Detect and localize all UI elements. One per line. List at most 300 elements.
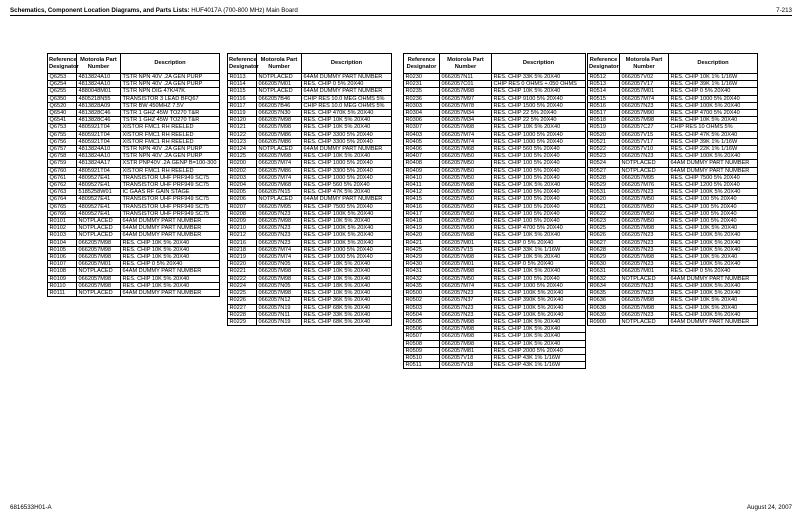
part-number-cell: 0662057N23: [620, 246, 669, 253]
description-cell: RES. CHIP 560 5% 20X40: [302, 182, 392, 189]
table-row: [228, 246, 392, 253]
description-cell: RES. CHIP 0 5% 20X40: [492, 239, 586, 246]
part-number-cell: 0662057M50: [620, 210, 669, 217]
part-number-cell: 0662057M98: [77, 254, 121, 261]
ref-cell: R0220: [228, 261, 257, 268]
description-cell: RES. CHIP 10K 5% 20X40: [302, 268, 392, 275]
table-row: [588, 138, 758, 145]
description-cell: RES. CHIP 100K 5% 20X40: [669, 239, 758, 246]
ref-cell: R0430: [404, 261, 440, 268]
table-row: [48, 210, 220, 217]
ref-cell: R0405: [404, 138, 440, 145]
ref-cell: R0432: [404, 275, 440, 282]
table-row: [588, 189, 758, 196]
table-row: [48, 74, 220, 81]
ref-cell: R0531: [588, 189, 620, 196]
part-number-cell: 0662057M76: [620, 182, 669, 189]
ref-cell: R0109: [48, 275, 77, 282]
column-header-part-number: Motorola Part Number: [77, 54, 121, 74]
ref-cell: Q6254: [48, 81, 77, 88]
ref-cell: R0306: [404, 117, 440, 124]
part-number-cell: 4805921T04: [77, 124, 121, 131]
table-row: [404, 174, 586, 181]
part-number-cell: 0662057V10: [620, 146, 669, 153]
ref-cell: R0412: [404, 189, 440, 196]
ref-cell: R0111: [48, 290, 77, 297]
description-cell: RES. CHIP 3300 5% 20X40: [302, 131, 392, 138]
part-number-cell: 0662057M50: [620, 203, 669, 210]
part-number-cell: 0662057M01: [77, 261, 121, 268]
description-cell: RES. CHIP 10K 5% 20X40: [492, 182, 586, 189]
table-row: [48, 146, 220, 153]
description-cell: RES. CHIP 1000 5% 20X40: [669, 95, 758, 102]
table-row: [48, 167, 220, 174]
description-cell: RES. CHIP 1500 5% 20X40: [492, 102, 586, 109]
table-row: [228, 318, 392, 325]
ref-cell: R0528: [588, 174, 620, 181]
table-row: [404, 102, 586, 109]
ref-cell: R0626: [588, 232, 620, 239]
ref-cell: R0205: [228, 189, 257, 196]
table-row: [228, 153, 392, 160]
description-cell: RES. CHIP 10K 5% 20X40: [492, 333, 586, 340]
part-number-cell: 0662057N23: [257, 210, 302, 217]
table-row: [228, 160, 392, 167]
part-number-cell: 4805921T04: [77, 167, 121, 174]
table-row: [404, 138, 586, 145]
ref-cell: R0235: [404, 88, 440, 95]
ref-cell: R0102: [48, 225, 77, 232]
description-cell: RES. CHIP 470K 5% 20X40: [302, 110, 392, 117]
ref-cell: R0409: [404, 167, 440, 174]
column-header-reference: Reference Designator: [404, 54, 440, 74]
description-cell: 64AM DUMMY PART NUMBER: [669, 160, 758, 167]
ref-cell: R0625: [588, 225, 620, 232]
table-row: [404, 131, 586, 138]
ref-cell: R0124: [228, 146, 257, 153]
table-row: [588, 81, 758, 88]
description-cell: 64AM DUMMY PART NUMBER: [121, 290, 220, 297]
table-row: [228, 182, 392, 189]
description-cell: RES. CHIP 10K 5% 20X40: [302, 290, 392, 297]
ref-cell: R0101: [48, 218, 77, 225]
part-number-cell: 0662057M50: [440, 174, 492, 181]
part-number-cell: 0662057M98: [440, 326, 492, 333]
description-cell: 64AM DUMMY PART NUMBER: [121, 225, 220, 232]
table-row: [228, 102, 392, 109]
description-cell: RES. CHIP 10K 5% 20X40: [492, 124, 586, 131]
part-number-cell: 0662057V18: [440, 354, 492, 361]
description-cell: TSTR NPN 40V .2A GEN PURP: [121, 153, 220, 160]
description-cell: 64AM DUMMY PART NUMBER: [302, 196, 392, 203]
description-cell: RES. CHIP 100 5% 20X40: [492, 218, 586, 225]
table-row: [404, 261, 586, 268]
table-row: [588, 146, 758, 153]
ref-cell: Q6350: [48, 95, 77, 102]
ref-cell: R0221: [228, 268, 257, 275]
ref-cell: R0303: [404, 102, 440, 109]
part-number-cell: 0662057M74: [257, 246, 302, 253]
table-row: [404, 110, 586, 117]
ref-cell: Q6763: [48, 189, 77, 196]
part-number-cell: 0662057M98: [620, 304, 669, 311]
part-number-cell: 0662057V17: [620, 81, 669, 88]
table-row: [404, 239, 586, 246]
table-row: [404, 167, 586, 174]
table-row: [48, 218, 220, 225]
part-number-cell: 0662057N11: [440, 74, 492, 81]
part-number-cell: 4813824A10: [77, 74, 121, 81]
ref-cell: Q6540: [48, 110, 77, 117]
part-number-cell: 0662057M50: [620, 218, 669, 225]
part-number-cell: 0662057M50: [440, 153, 492, 160]
ref-cell: Q6761: [48, 174, 77, 181]
description-cell: RES. CHIP 100K 5% 20X40: [492, 290, 586, 297]
ref-cell: R0218: [228, 246, 257, 253]
table-row: [588, 74, 758, 81]
ref-cell: R0226: [228, 297, 257, 304]
column-header-description: Description: [669, 54, 758, 74]
part-number-cell: 0662057N23: [440, 290, 492, 297]
part-number-cell: 0662057M98: [440, 232, 492, 239]
table-row: [48, 88, 220, 95]
table-row: [588, 95, 758, 102]
table-row: [588, 203, 758, 210]
table-row: [228, 297, 392, 304]
part-number-cell: 0662057C27: [620, 124, 669, 131]
ref-cell: R0219: [228, 254, 257, 261]
table-row: [48, 254, 220, 261]
ref-cell: Q6766: [48, 210, 77, 217]
table-row: [48, 239, 220, 246]
part-number-cell: 0662057N23: [620, 102, 669, 109]
table-row: [588, 261, 758, 268]
description-cell: RES. CHIP 47K 5% 20X40: [669, 131, 758, 138]
part-number-cell: 0662057M01: [440, 239, 492, 246]
description-cell: RES. CHIP 10K 5% 20X40: [302, 218, 392, 225]
description-cell: RES. CHIP 33K 1% 1/16W: [492, 246, 586, 253]
description-cell: RES. CHIP 0 5% 20X40: [121, 261, 220, 268]
part-number-cell: 0662057B46: [257, 95, 302, 102]
description-cell: RES. CHIP 100 5% 20X40: [492, 189, 586, 196]
ref-cell: R0510: [404, 354, 440, 361]
part-number-cell: NOTPLACED: [620, 318, 669, 325]
ref-cell: R0225: [228, 290, 257, 297]
ref-cell: R0125: [228, 153, 257, 160]
part-number-cell: 0662057N23: [620, 282, 669, 289]
description-cell: RES. CHIP 39K 1% 1/16W: [669, 138, 758, 145]
part-number-cell: 0662057M98: [440, 268, 492, 275]
ref-cell: R0411: [404, 182, 440, 189]
table-row: [228, 254, 392, 261]
part-number-cell: 0662057M74: [257, 174, 302, 181]
ref-cell: R0521: [588, 138, 620, 145]
ref-cell: R0122: [228, 131, 257, 138]
part-number-cell: 0662057M90: [440, 225, 492, 232]
ref-cell: R0500: [404, 290, 440, 297]
table-row: [48, 282, 220, 289]
description-cell: RES. CHIP 33K 5% 20X40: [302, 311, 392, 318]
table-row: [228, 290, 392, 297]
part-number-cell: 0662057V17: [620, 138, 669, 145]
table-row: [404, 182, 586, 189]
table-row: [48, 203, 220, 210]
ref-cell: R0529: [588, 182, 620, 189]
table-row: [404, 196, 586, 203]
description-cell: RES. CHIP 68K 5% 20X40: [302, 304, 392, 311]
description-cell: RES. CHIP 100K 5% 20X40: [669, 246, 758, 253]
ref-cell: R0236: [404, 95, 440, 102]
part-number-cell: 0662057M68: [440, 146, 492, 153]
table-row: [404, 254, 586, 261]
part-number-cell: 4809527E41: [77, 203, 121, 210]
ref-cell: Q6760: [48, 167, 77, 174]
table-row: [228, 225, 392, 232]
table-row: [404, 340, 586, 347]
part-number-cell: 0662057M50: [440, 275, 492, 282]
description-cell: RES. CHIP 100K 5% 20X40: [492, 304, 586, 311]
table-row: [228, 81, 392, 88]
ref-cell: R0108: [48, 268, 77, 275]
table-row: [404, 232, 586, 239]
ref-cell: R0522: [588, 146, 620, 153]
table-row: [404, 268, 586, 275]
part-number-cell: 0662057M01: [620, 268, 669, 275]
table-row: [48, 160, 220, 167]
table-row: [588, 268, 758, 275]
part-number-cell: 0662057M78: [440, 102, 492, 109]
table-row: [228, 117, 392, 124]
table-row: [228, 189, 392, 196]
part-number-cell: 0662057M98: [257, 218, 302, 225]
part-number-cell: 0662057M98: [440, 124, 492, 131]
table-row: [48, 189, 220, 196]
table-row: [588, 102, 758, 109]
part-number-cell: NOTPLACED: [257, 196, 302, 203]
ref-cell: Q6253: [48, 74, 77, 81]
table-row: [48, 81, 220, 88]
description-cell: CHIP RES 10 OHMS 5%: [669, 124, 758, 131]
description-cell: RES. CHIP 1200 5% 20X40: [669, 182, 758, 189]
part-number-cell: 5185258W01: [77, 189, 121, 196]
table-row: [48, 261, 220, 268]
table-row: [48, 232, 220, 239]
ref-cell: R0511: [404, 362, 440, 369]
ref-cell: R0407: [404, 153, 440, 160]
part-number-cell: 0662057N23: [440, 304, 492, 311]
ref-cell: R0121: [228, 124, 257, 131]
part-number-cell: 4805218N55: [77, 95, 121, 102]
table-row: [48, 268, 220, 275]
ref-cell: R0110: [48, 282, 77, 289]
ref-cell: R0636: [588, 297, 620, 304]
part-number-cell: 0662057M50: [440, 196, 492, 203]
ref-cell: R0307: [404, 124, 440, 131]
part-number-cell: 0662057N37: [440, 297, 492, 304]
table-row: [404, 153, 586, 160]
ref-cell: Q6753: [48, 124, 77, 131]
ref-cell: R0224: [228, 282, 257, 289]
table-row: [228, 268, 392, 275]
description-cell: RES. CHIP 100K 5% 20X40: [669, 290, 758, 297]
part-number-cell: 4809527E41: [77, 210, 121, 217]
description-cell: RES. CHIP 10K 1% 1/16W: [669, 74, 758, 81]
description-cell: CHIP RES 10.0 MEG OHMS 5%: [302, 95, 392, 102]
description-cell: RES. CHIP 3300 5% 20X40: [302, 138, 392, 145]
description-cell: TRANSISTOR 3 LEAD BFQ67: [121, 95, 220, 102]
table-row: [404, 88, 586, 95]
part-number-cell: 0662057N23: [620, 261, 669, 268]
table-row: [228, 311, 392, 318]
part-number-cell: 4813824A10: [77, 146, 121, 153]
table-row: [48, 275, 220, 282]
ref-cell: R0421: [404, 239, 440, 246]
table-row: [588, 318, 758, 325]
part-number-cell: NOTPLACED: [257, 74, 302, 81]
table-row: [228, 203, 392, 210]
description-cell: RES. CHIP 100K 5% 20X40: [669, 102, 758, 109]
ref-cell: R0632: [588, 275, 620, 282]
part-number-cell: 0662057N23: [620, 189, 669, 196]
part-number-cell: 4805921T04: [77, 138, 121, 145]
description-cell: 64AM DUMMY PART NUMBER: [121, 232, 220, 239]
ref-cell: R0103: [48, 232, 77, 239]
table-row: [48, 110, 220, 117]
part-number-cell: 4809527E41: [77, 182, 121, 189]
title-rest: HUF4017A (700-800 MHz) Main Board: [189, 7, 298, 14]
part-number-cell: 0662057M98: [77, 246, 121, 253]
description-cell: CHIP RES 0 OHMS +.050 OHMS: [492, 81, 586, 88]
table-header-row: [588, 54, 758, 74]
table-row: [228, 304, 392, 311]
part-number-cell: 0662057M34: [440, 110, 492, 117]
part-number-cell: 0662057M74: [257, 254, 302, 261]
column-header-part-number: Motorola Part Number: [257, 54, 302, 74]
table-row: [404, 326, 586, 333]
part-number-cell: 4809527E41: [77, 174, 121, 181]
part-number-cell: 0662057M98: [77, 275, 121, 282]
part-number-cell: 0662057N23: [257, 239, 302, 246]
page-number: 7-213: [776, 7, 792, 14]
part-number-cell: NOTPLACED: [620, 275, 669, 282]
description-cell: RES. CHIP 7500 5% 20X40: [302, 203, 392, 210]
table-row: [48, 174, 220, 181]
description-cell: RES. CHIP 100K 5% 20X40: [669, 311, 758, 318]
table-row: [48, 196, 220, 203]
ref-cell: R0514: [588, 88, 620, 95]
description-cell: RES. CHIP 10K 5% 20X40: [492, 232, 586, 239]
part-number-cell: 0662057M98: [440, 254, 492, 261]
table-row: [48, 225, 220, 232]
description-cell: 64AM DUMMY PART NUMBER: [302, 146, 392, 153]
table-row: [404, 275, 586, 282]
part-number-cell: 0662057N19: [257, 304, 302, 311]
ref-cell: R0518: [588, 117, 620, 124]
ref-cell: R0207: [228, 203, 257, 210]
ref-cell: R0119: [228, 110, 257, 117]
table-row: [228, 88, 392, 95]
table-row: [228, 282, 392, 289]
description-cell: RES. CHIP 0 5% 20X40: [669, 88, 758, 95]
table-row: [48, 124, 220, 131]
table-row: [48, 153, 220, 160]
ref-cell: R0416: [404, 203, 440, 210]
part-number-cell: 0662057V15: [620, 131, 669, 138]
table-row: [404, 311, 586, 318]
part-number-cell: 0662057M01: [620, 88, 669, 95]
description-cell: RES. CHIP 100 5% 20X40: [669, 218, 758, 225]
table-row: [48, 95, 220, 102]
ref-cell: R0117: [228, 102, 257, 109]
table-row: [228, 167, 392, 174]
ref-cell: R0120: [228, 117, 257, 124]
description-cell: RES. CHIP 100K 5% 20X40: [669, 282, 758, 289]
description-cell: RES. CHIP 100 5% 20X40: [492, 153, 586, 160]
part-number-cell: 0662057N05: [257, 261, 302, 268]
table-row: [228, 261, 392, 268]
table-row: [48, 182, 220, 189]
part-number-cell: 0662057M86: [257, 131, 302, 138]
table-row: [588, 232, 758, 239]
part-number-cell: 0662057B46: [257, 102, 302, 109]
description-cell: RES. CHIP 10K 5% 20X40: [492, 326, 586, 333]
description-cell: RES. CHIP 10K 5% 20X40: [492, 88, 586, 95]
ref-cell: R0420: [404, 232, 440, 239]
table-row: [228, 232, 392, 239]
ref-cell: R0210: [228, 225, 257, 232]
table-row: [48, 117, 220, 124]
table-row: [588, 311, 758, 318]
description-cell: CHIP RES 10.0 MEG OHMS 5%: [302, 102, 392, 109]
part-number-cell: NOTPLACED: [77, 290, 121, 297]
table-row: [404, 95, 586, 102]
part-number-cell: NOTPLACED: [77, 218, 121, 225]
part-number-cell: 0662057M34: [440, 117, 492, 124]
part-number-cell: 0662057N15: [257, 189, 302, 196]
description-cell: 64AM DUMMY PART NUMBER: [669, 275, 758, 282]
ref-cell: R0515: [588, 95, 620, 102]
description-cell: RES. CHIP 4700 5% 20X40: [669, 110, 758, 117]
ref-cell: R0230: [404, 74, 440, 81]
description-cell: RES. CHIP 10K 5% 20X40: [121, 254, 220, 261]
description-cell: RES. CHIP 100 5% 20X40: [492, 275, 586, 282]
part-number-cell: 0662057M95: [620, 174, 669, 181]
table-row: [404, 354, 586, 361]
ref-cell: Q6758: [48, 153, 77, 160]
table-header-row: [228, 54, 392, 74]
part-number-cell: 0662057M81: [440, 347, 492, 354]
description-cell: XISTOR FMC1 RH REELED: [121, 124, 220, 131]
column-header-part-number: Motorola Part Number: [440, 54, 492, 74]
part-number-cell: 0662057N23: [257, 232, 302, 239]
ref-cell: R0208: [228, 210, 257, 217]
description-cell: RES. CHIP 1000 5% 20X40: [302, 160, 392, 167]
table-row: [228, 110, 392, 117]
doc-number: 6816533H01-A: [10, 504, 52, 511]
part-number-cell: 0662057M98: [77, 239, 121, 246]
ref-cell: R0503: [404, 304, 440, 311]
description-cell: RES. CHIP 10K 5% 20X40: [121, 275, 220, 282]
description-cell: XISTOR FMC1 RH REELED: [121, 131, 220, 138]
table-row: [588, 153, 758, 160]
ref-cell: R0524: [588, 160, 620, 167]
table-row: [588, 304, 758, 311]
description-cell: RES. CHIP 100 5% 20X40: [492, 167, 586, 174]
ref-cell: R0900: [588, 318, 620, 325]
part-number-cell: 4813828A09: [77, 102, 121, 109]
description-cell: RES. CHIP 100K 5% 20X40: [302, 225, 392, 232]
ref-cell: R0502: [404, 297, 440, 304]
